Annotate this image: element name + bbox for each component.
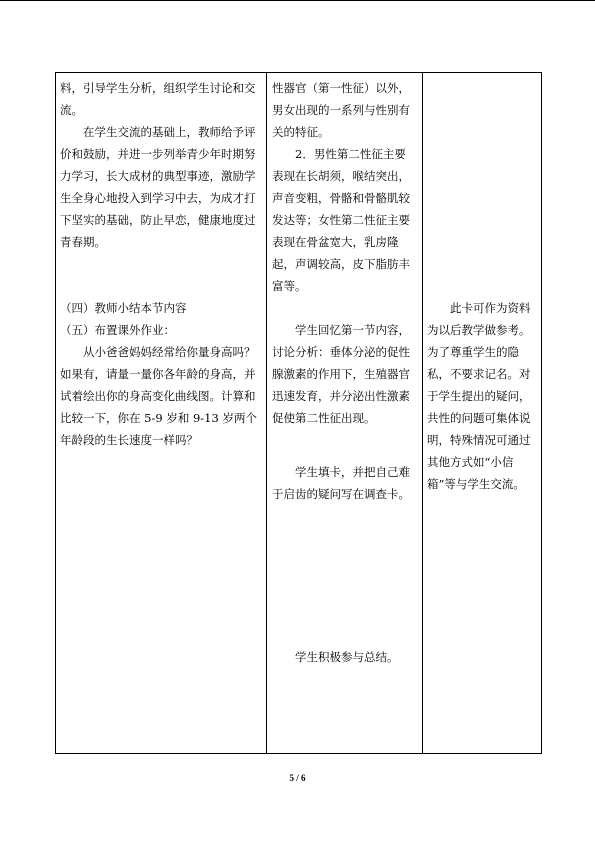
paragraph: 料，引导学生分析，组织学生讨论和交流。	[60, 81, 256, 117]
header-rule	[0, 0, 595, 1]
paragraph: 2．男性第二性征主要表现在长胡须，喉结突出，声音变粗，骨骼和骨骼肌较发达等；女性第二性征主要表现在骨盆宽大，乳房隆起，声调较高，皮下脂肪丰富等。	[272, 147, 410, 293]
paragraph: 此卡可作为资料为以后教学做参考。为了尊重学生的隐私，不要求记名。对于学生提出的疑问，共性的问题可集体说明，特殊情况可通过其他方式如“小信箱”等与学生交流。	[427, 301, 531, 491]
section-heading: （四）教师小结本节内容	[60, 301, 187, 315]
page-number: 5 / 6	[289, 773, 306, 783]
paragraph: 学生填卡，并把自己难于启齿的疑问写在调查卡。	[272, 465, 410, 501]
notes-column	[423, 73, 541, 753]
section-heading: （五）布置课外作业：	[60, 323, 175, 337]
paragraph: 在学生交流的基础上，教师给予评价和鼓励，并进一步列举青少年时期努力学习，长大成材的典型事迹，激励学生全身心地投入到学习中去，为成才打下坚实的基础，防止早恋，健康地度过青春期。	[60, 125, 256, 249]
paragraph: 学生积极参与总结。	[295, 650, 399, 664]
paragraph: 性器官（第一性征）以外，男女出现的一系列与性别有关的特征。	[272, 81, 410, 139]
paragraph: 从小爸爸妈妈经常给你量身高吗？如果有，请量一量你各年龄的身高，并试着绘出你的身高变化曲线图。计算和比较一下，你在 5-9 岁和 9-13 岁两个年龄段的生长速度一样吗？	[60, 345, 257, 447]
paragraph: 学生回忆第一节内容，讨论分析：垂体分泌的促性腺激素的作用下，生殖器官迅速发育，并分泌出性激素促使第二性征出现。	[272, 323, 410, 425]
student-activity-column	[267, 73, 423, 753]
teacher-activity-column	[56, 73, 267, 753]
lesson-plan-table	[55, 72, 542, 754]
